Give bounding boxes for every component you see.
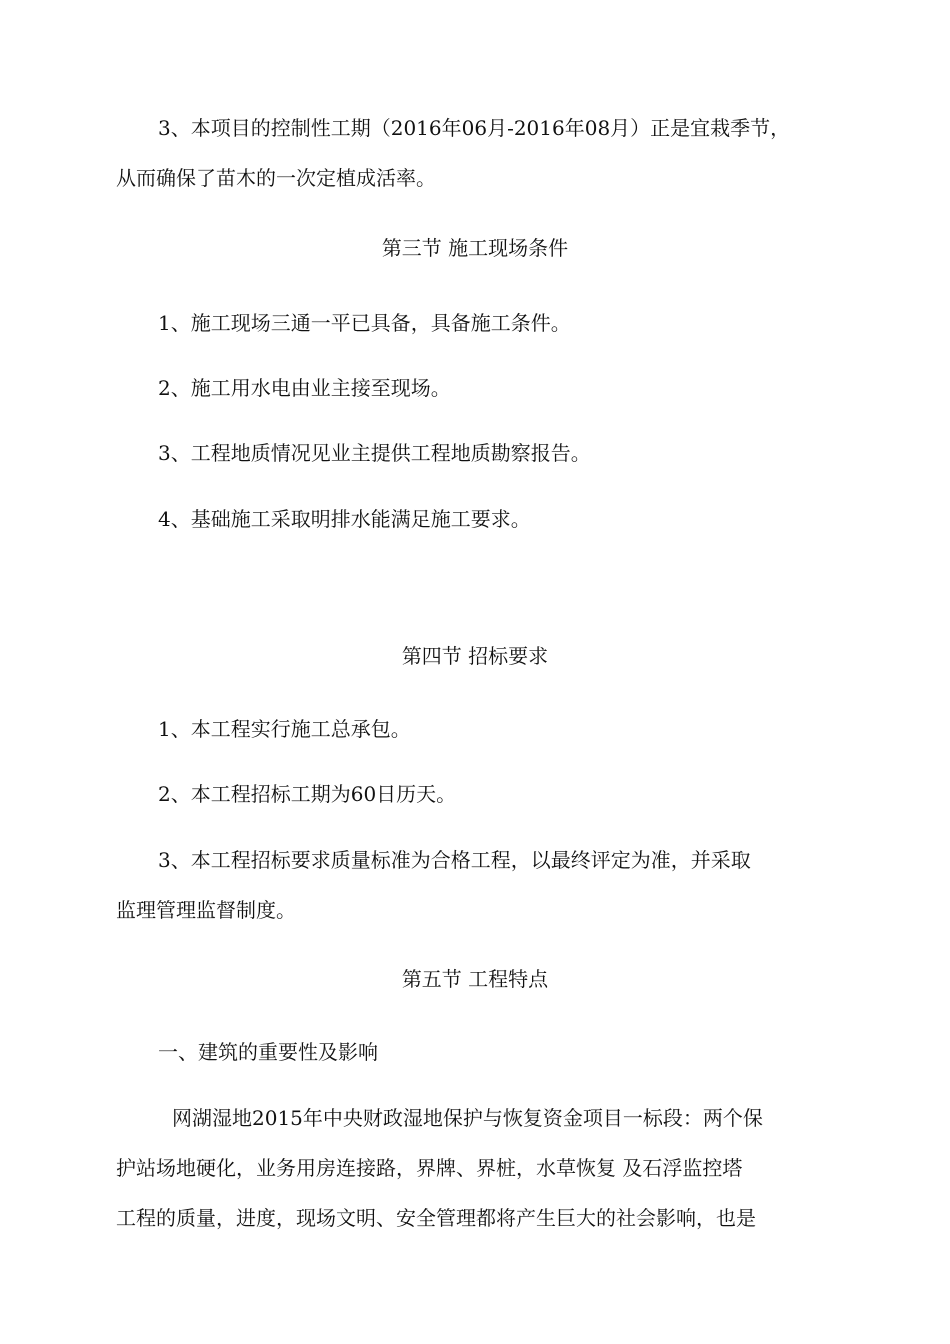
paragraph-line: 监理管理监督制度。 bbox=[116, 898, 296, 922]
paragraph-line: 3、本项目的控制性工期（2016年06月-2016年08月）正是宜栽季节， bbox=[158, 116, 791, 140]
list-item: 1、施工现场三通一平已具备，具备施工条件。 bbox=[158, 311, 571, 335]
list-item: 1、本工程实行施工总承包。 bbox=[158, 717, 411, 741]
paragraph-line: 网湖湿地2015年中央财政湿地保护与恢复资金项目一标段：两个保 bbox=[172, 1106, 763, 1130]
list-item: 2、施工用水电由业主接至现场。 bbox=[158, 376, 451, 400]
list-item: 3、工程地质情况见业主提供工程地质勘察报告。 bbox=[158, 441, 591, 465]
subheading: 一、建筑的重要性及影响 bbox=[158, 1040, 378, 1064]
paragraph-line: 工程的质量，进度，现场文明、安全管理都将产生巨大的社会影响，也是 bbox=[116, 1206, 756, 1230]
list-item: 4、基础施工采取明排水能满足施工要求。 bbox=[158, 507, 531, 531]
list-item: 3、本工程招标要求质量标准为合格工程，以最终评定为准，并采取 bbox=[158, 848, 751, 872]
paragraph-line: 护站场地硬化，业务用房连接路，界牌、界桩，水草恢复 及石浮监控塔 bbox=[116, 1156, 743, 1180]
section-heading: 第四节 招标要求 bbox=[401, 644, 549, 668]
list-item: 2、本工程招标工期为60日历天。 bbox=[158, 782, 457, 806]
paragraph-line: 从而确保了苗木的一次定植成活率。 bbox=[116, 166, 436, 190]
section-heading: 第五节 工程特点 bbox=[401, 967, 549, 991]
section-heading: 第三节 施工现场条件 bbox=[381, 236, 569, 260]
